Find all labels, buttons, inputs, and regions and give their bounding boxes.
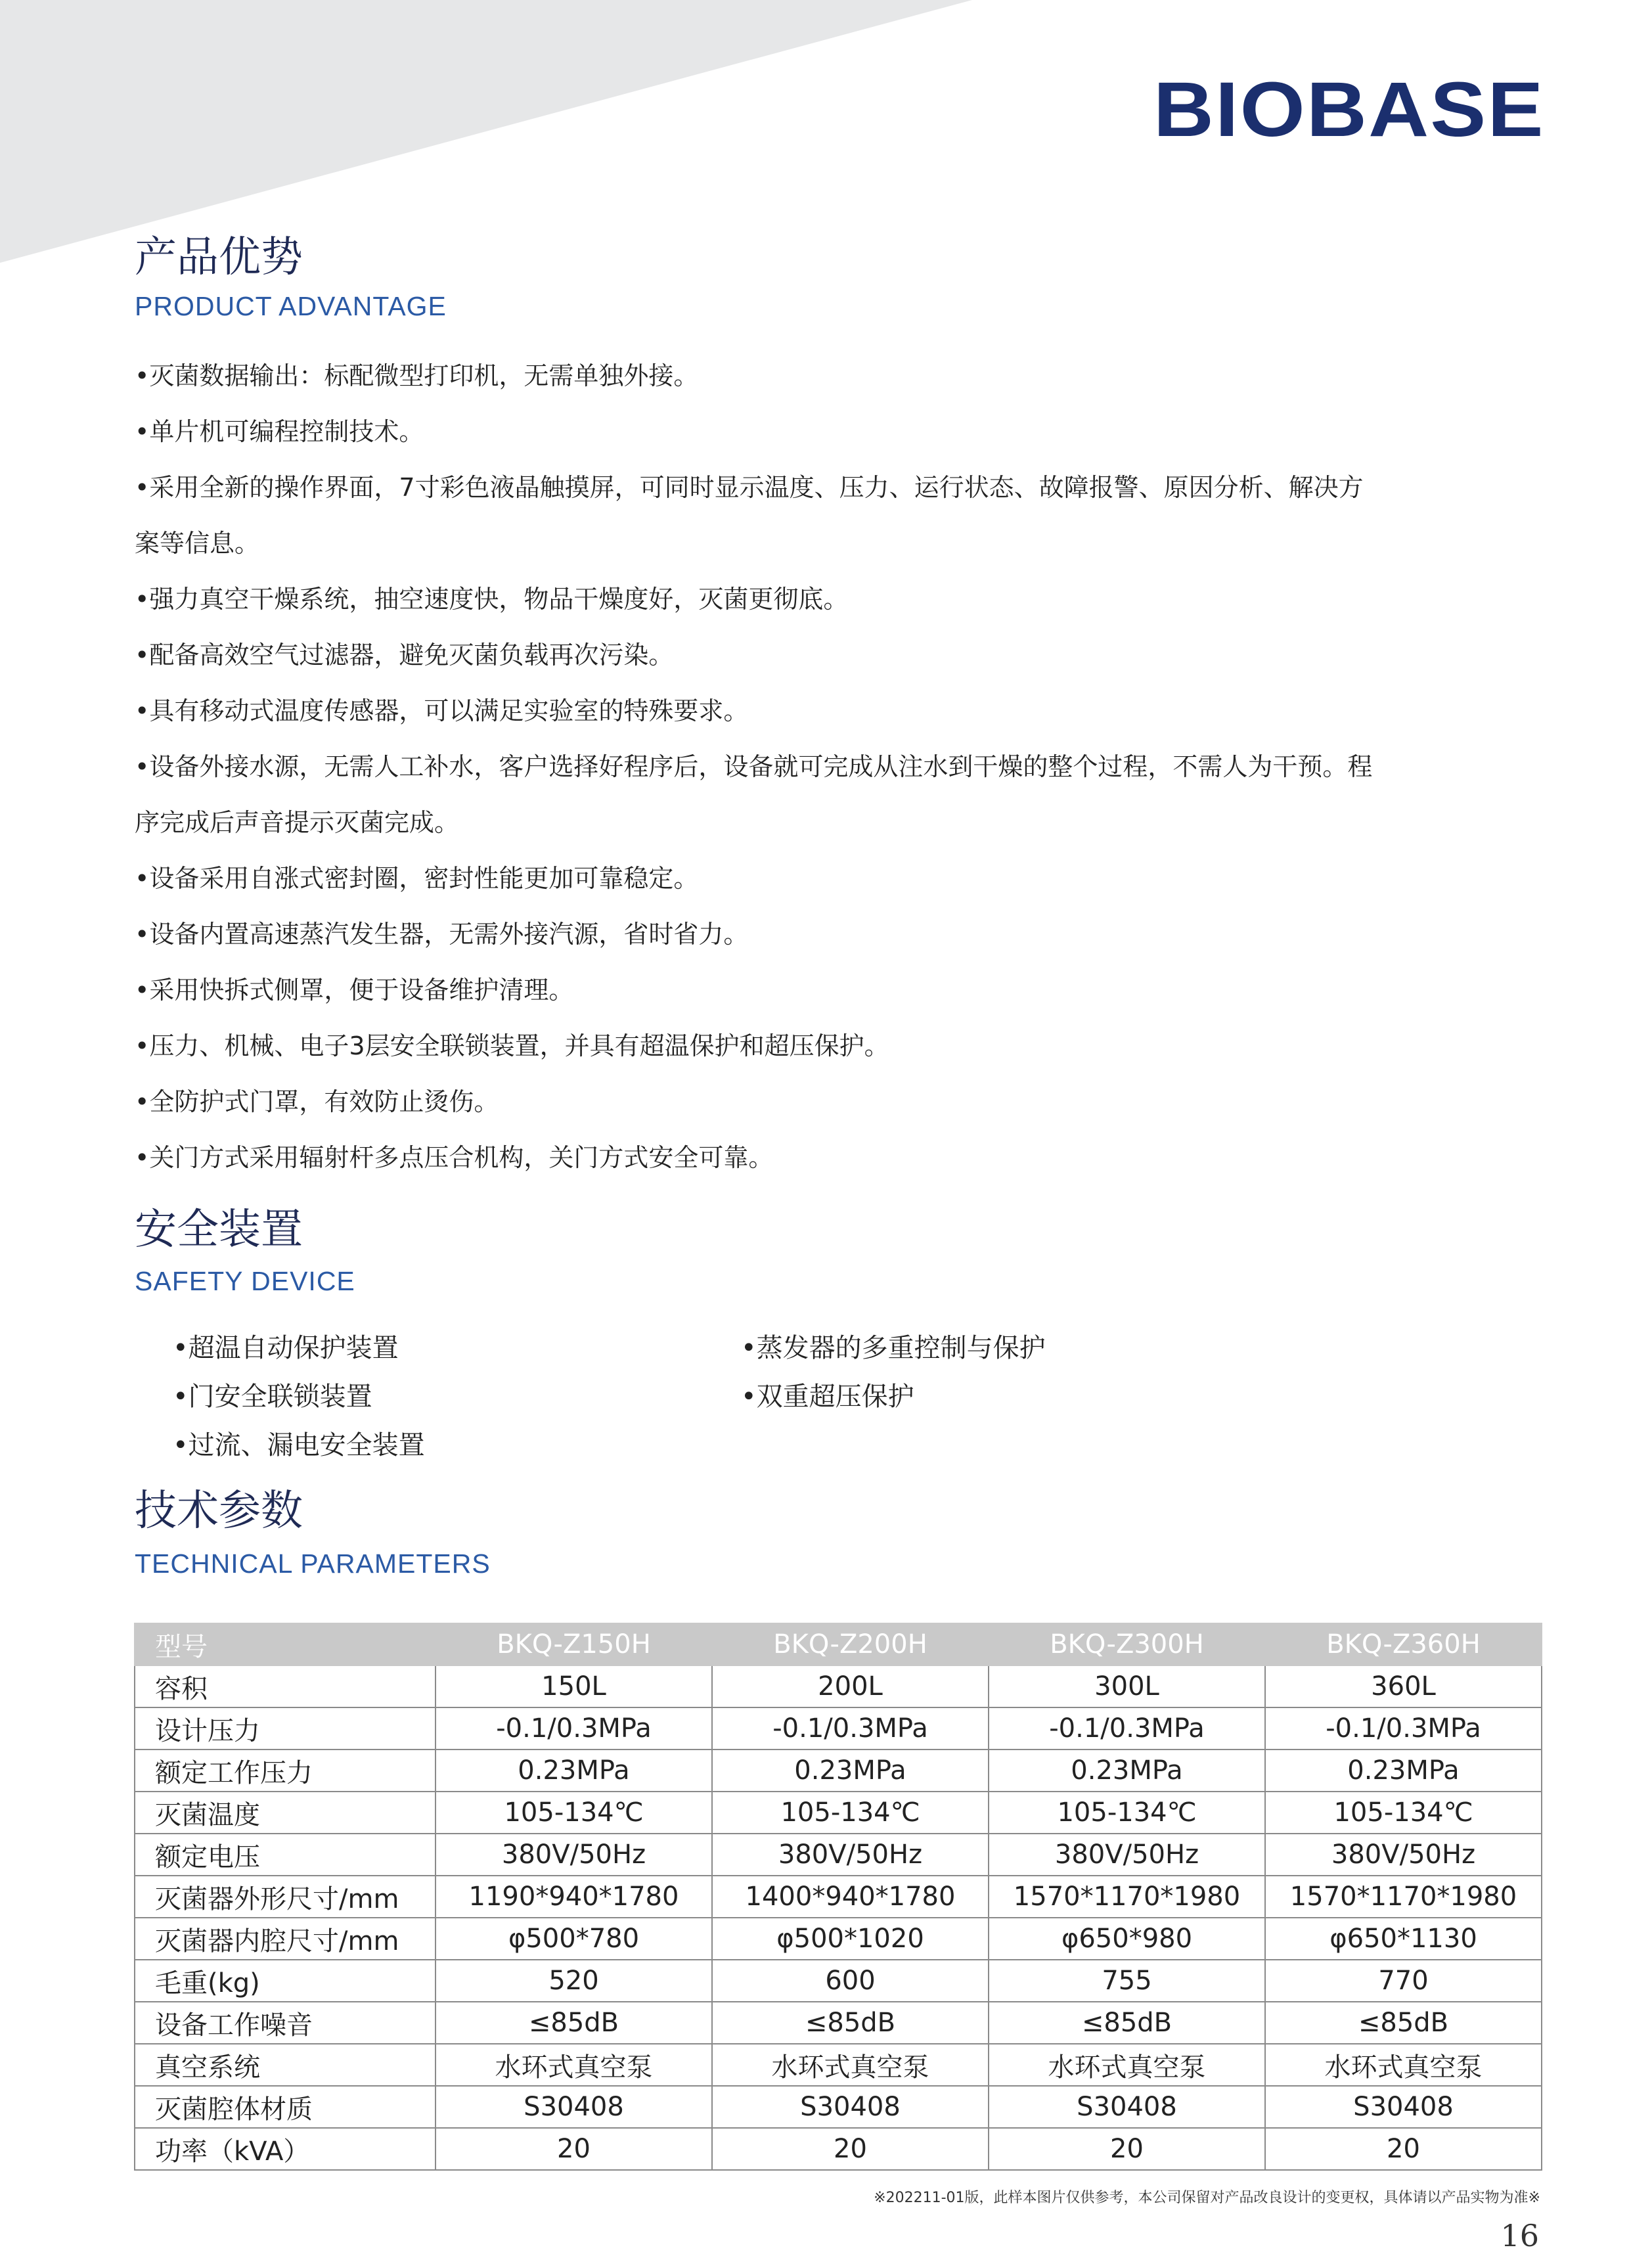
param-value-cell: -0.1/0.3MPa (989, 1707, 1265, 1750)
param-name-cell: 额定电压 (135, 1834, 435, 1876)
param-value-cell: φ650*1130 (1265, 1918, 1542, 1960)
table-row (135, 1665, 1542, 1707)
param-value-cell: 1400*940*1780 (712, 1876, 989, 1918)
table-row (135, 1960, 1542, 2002)
brand-logo: BIOBASE (1153, 66, 1545, 153)
param-value-cell: S30408 (712, 2086, 989, 2128)
param-value-cell: 150L (435, 1665, 712, 1707)
param-value-cell: 1570*1170*1980 (1265, 1876, 1542, 1918)
advantage-item: •压力、机械、电子3层安全联锁装置，并具有超温保护和超压保护。 (135, 1031, 889, 1060)
table-row (135, 2002, 1542, 2044)
model-header-cell: BKQ-Z360H (1265, 1623, 1542, 1665)
param-name-cell: 额定工作压力 (135, 1750, 435, 1792)
table-row (135, 1918, 1542, 1960)
param-value-cell: 380V/50Hz (1265, 1834, 1542, 1876)
param-value-cell: 105-134℃ (989, 1792, 1265, 1834)
advantage-item: •设备采用自涨式密封圈，密封性能更加可靠稳定。 (135, 864, 699, 893)
param-value-cell: φ650*980 (989, 1918, 1265, 1960)
param-value-cell: 380V/50Hz (989, 1834, 1265, 1876)
corner-decoration (0, 0, 972, 263)
footer-note: ※202211-01版，此样本图片仅供参考，本公司保留对产品改良设计的变更权，具体请以产品实物为准※ (874, 2190, 1540, 2206)
safety-list-right (741, 1324, 1046, 1421)
param-value-cell: 水环式真空泵 (712, 2044, 989, 2086)
param-value-cell: 1190*940*1780 (435, 1876, 712, 1918)
advantage-item: •采用快拆式侧罩，便于设备维护清理。 (135, 976, 574, 1005)
safety-item: •门安全联锁装置 (173, 1382, 372, 1412)
param-value-cell: ≤85dB (712, 2002, 989, 2044)
param-value-cell: φ500*780 (435, 1918, 712, 1960)
model-header-cell: BKQ-Z150H (435, 1623, 712, 1665)
safety-list-left (173, 1324, 425, 1470)
table-row (135, 1707, 1542, 1750)
table-row (135, 1792, 1542, 1834)
header-label-cell: 型号 (135, 1623, 435, 1665)
param-name-cell: 灭菌器内腔尺寸/mm (135, 1918, 435, 1960)
param-value-cell: 20 (989, 2128, 1265, 2170)
param-value-cell: 300L (989, 1665, 1265, 1707)
table-header-row (135, 1623, 1542, 1665)
table-row (135, 1750, 1542, 1792)
param-value-cell: φ500*1020 (712, 1918, 989, 1960)
safety-title: 安全装置 (135, 1206, 303, 1254)
param-value-cell: S30408 (435, 2086, 712, 2128)
param-value-cell: -0.1/0.3MPa (1265, 1707, 1542, 1750)
param-value-cell: 水环式真空泵 (1265, 2044, 1542, 2086)
safety-item: •超温自动保护装置 (173, 1333, 399, 1363)
param-name-cell: 容积 (135, 1665, 435, 1707)
advantage-item: •强力真空干燥系统，抽空速度快，物品干燥度好，灭菌更彻底。 (135, 585, 849, 614)
params-title: 技术参数 (135, 1487, 303, 1535)
param-name-cell: 灭菌器外形尺寸/mm (135, 1876, 435, 1918)
table-row (135, 2086, 1542, 2128)
advantage-item: •具有移动式温度传感器，可以满足实验室的特殊要求。 (135, 696, 749, 725)
advantage-item: •采用全新的操作界面，7寸彩色液晶触摸屏，可同时显示温度、压力、运行状态、故障报警、原因分析、解决方 (135, 473, 1364, 502)
param-value-cell: 0.23MPa (712, 1750, 989, 1792)
table-header (135, 1623, 1542, 1665)
advantage-title: 产品优势 (135, 233, 303, 282)
param-value-cell: 水环式真空泵 (989, 2044, 1265, 2086)
param-value-cell: 360L (1265, 1665, 1542, 1707)
advantage-item: 案等信息。 (135, 529, 260, 558)
param-name-cell: 设备工作噪音 (135, 2002, 435, 2044)
param-value-cell: 105-134℃ (435, 1792, 712, 1834)
advantage-item: •单片机可编程控制技术。 (135, 417, 424, 446)
safety-item: •过流、漏电安全装置 (173, 1430, 425, 1460)
safety-item: •双重超压保护 (741, 1382, 914, 1412)
param-value-cell: 105-134℃ (1265, 1792, 1542, 1834)
param-value-cell: 200L (712, 1665, 989, 1707)
advantage-subtitle: PRODUCT ADVANTAGE (135, 291, 447, 321)
table-row (135, 2044, 1542, 2086)
param-value-cell: 770 (1265, 1960, 1542, 2002)
param-value-cell: S30408 (1265, 2086, 1542, 2128)
table-row (135, 1876, 1542, 1918)
advantage-item: •关门方式采用辐射杆多点压合机构，关门方式安全可靠。 (135, 1143, 774, 1172)
param-value-cell: 520 (435, 1960, 712, 2002)
advantage-item: •全防护式门罩，有效防止烫伤。 (135, 1087, 499, 1116)
param-value-cell: 380V/50Hz (712, 1834, 989, 1876)
param-name-cell: 灭菌腔体材质 (135, 2086, 435, 2128)
param-value-cell: 1570*1170*1980 (989, 1876, 1265, 1918)
param-value-cell: 水环式真空泵 (435, 2044, 712, 2086)
advantage-list (135, 348, 1521, 1186)
param-name-cell: 毛重(kg) (135, 1960, 435, 2002)
param-value-cell: 0.23MPa (435, 1750, 712, 1792)
param-value-cell: S30408 (989, 2086, 1265, 2128)
param-value-cell: 20 (712, 2128, 989, 2170)
advantage-item: •配备高效空气过滤器，避免灭菌负载再次污染。 (135, 641, 674, 669)
table-row (135, 2128, 1542, 2170)
advantage-item: •灭菌数据输出：标配微型打印机，无需单独外接。 (135, 361, 699, 390)
param-value-cell: 0.23MPa (989, 1750, 1265, 1792)
param-name-cell: 灭菌温度 (135, 1792, 435, 1834)
safety-subtitle: SAFETY DEVICE (135, 1266, 355, 1296)
parameters-table (134, 1623, 1542, 2171)
param-value-cell: ≤85dB (1265, 2002, 1542, 2044)
param-value-cell: ≤85dB (435, 2002, 712, 2044)
advantage-item: •设备内置高速蒸汽发生器，无需外接汽源，省时省力。 (135, 920, 749, 949)
page-number: 16 (1500, 2218, 1539, 2253)
params-subtitle: TECHNICAL PARAMETERS (135, 1548, 491, 1579)
advantage-item: •设备外接水源，无需人工补水，客户选择好程序后，设备就可完成从注水到干燥的整个过程，不需人为干预。程 (135, 752, 1373, 781)
param-value-cell: 20 (1265, 2128, 1542, 2170)
param-value-cell: 600 (712, 1960, 989, 2002)
param-value-cell: -0.1/0.3MPa (435, 1707, 712, 1750)
safety-item: •蒸发器的多重控制与保护 (741, 1333, 1046, 1363)
table-row (135, 1834, 1542, 1876)
param-name-cell: 功率（kVA） (135, 2128, 435, 2170)
model-header-cell: BKQ-Z300H (989, 1623, 1265, 1665)
param-value-cell: 105-134℃ (712, 1792, 989, 1834)
param-value-cell: 380V/50Hz (435, 1834, 712, 1876)
model-header-cell: BKQ-Z200H (712, 1623, 989, 1665)
param-value-cell: 20 (435, 2128, 712, 2170)
param-value-cell: -0.1/0.3MPa (712, 1707, 989, 1750)
param-name-cell: 真空系统 (135, 2044, 435, 2086)
param-name-cell: 设计压力 (135, 1707, 435, 1750)
param-value-cell: ≤85dB (989, 2002, 1265, 2044)
param-value-cell: 755 (989, 1960, 1265, 2002)
table-body (135, 1665, 1542, 2170)
param-value-cell: 0.23MPa (1265, 1750, 1542, 1792)
advantage-item: 序完成后声音提示灭菌完成。 (135, 808, 460, 837)
